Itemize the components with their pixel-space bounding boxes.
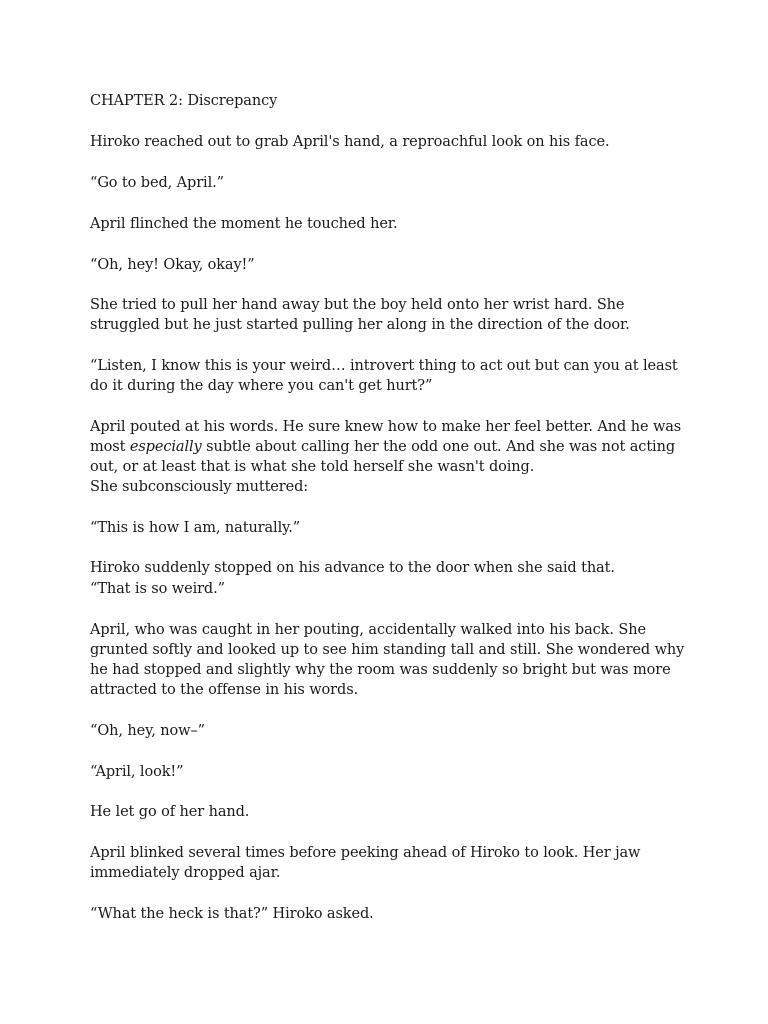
paragraph: “April, look!” xyxy=(90,764,184,780)
paragraph: “Oh, hey, now–” xyxy=(90,723,205,739)
paragraph: April flinched the moment he touched her. xyxy=(90,216,398,232)
paragraph: She tried to pull her hand away but the boy held onto her wrist hard. She struggled but he just started pulling her along in the direction of the door. xyxy=(90,297,630,333)
emphasis-word: especially xyxy=(129,439,202,455)
paragraph: Hiroko suddenly stopped on his advance to the door when she said that. xyxy=(90,560,615,576)
paragraph: Hiroko reached out to grab April's hand, a reproachful look on his face. xyxy=(90,134,610,150)
paragraph-text-before: April pouted at his words. He sure knew how to make her feel better. And he was most xyxy=(90,419,682,455)
paragraph: “That is so weird.” xyxy=(90,581,225,597)
paragraph: “This is how I am, naturally.” xyxy=(90,520,301,536)
paragraph: April, who was caught in her pouting, accidentally walked into his back. She grunted softly and looked up to see him standing tall and still. She wondered why he had stopped and slightly why the room was suddenly so bright but was more attracted to the offense in his words. xyxy=(90,622,685,698)
paragraph: He let go of her hand. xyxy=(90,804,250,820)
paragraph: “What the heck is that?” Hiroko asked. xyxy=(90,906,374,922)
paragraph: She subconsciously muttered: xyxy=(90,479,309,495)
paragraph: “Go to bed, April.” xyxy=(90,175,224,191)
paragraph-text-after: subtle about calling her the odd one out. And she was not acting out, or at least that is what she told herself she wasn't doing. xyxy=(90,439,676,475)
paragraph: “Oh, hey! Okay, okay!” xyxy=(90,257,255,273)
paragraph: “Listen, I know this is your weird… introvert thing to act out but can you at least do it during the day where you can't get hurt?” xyxy=(90,358,678,394)
chapter-title: CHAPTER 2: Discrepancy xyxy=(90,93,278,109)
paragraph: April blinked several times before peeking ahead of Hiroko to look. Her jaw immediately dropped ajar. xyxy=(90,845,641,881)
paragraph xyxy=(90,417,690,477)
